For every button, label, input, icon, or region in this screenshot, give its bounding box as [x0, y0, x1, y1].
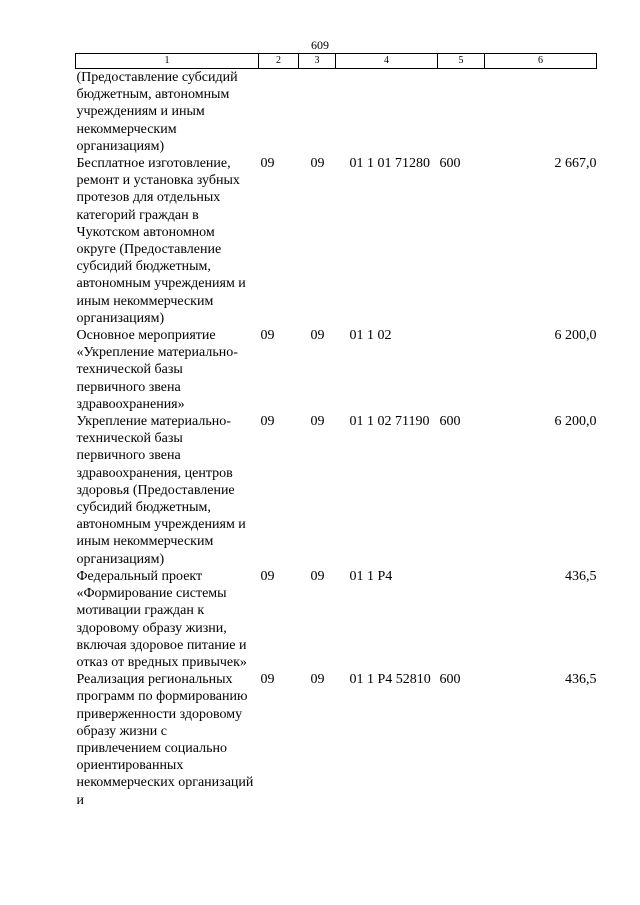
header-cell: 2	[259, 54, 299, 69]
row-amount: 436,5	[565, 568, 597, 584]
table-row	[76, 327, 597, 413]
row-name: Реализация региональных программ по формированию приверженности здоровому образу жизни с привлечением социально ориентированных некоммерческих организаций и	[76, 672, 254, 808]
header-cell: 3	[299, 54, 336, 69]
row-expense-type	[438, 568, 485, 671]
row-subsection: 09	[310, 672, 325, 688]
row-amount: 2 667,0	[554, 156, 597, 172]
row-subsection: 09	[310, 156, 325, 172]
row-subsection: 09	[310, 568, 325, 584]
row-target-article: 01 1 02 71190	[349, 414, 430, 430]
table-row	[76, 568, 597, 671]
row-amount: 6 200,0	[554, 328, 597, 344]
table-row	[76, 671, 597, 809]
table-row	[76, 413, 597, 568]
row-subsection	[299, 69, 336, 156]
header-cell: 5	[438, 54, 485, 69]
row-target-article: 01 1 P4	[349, 568, 393, 584]
row-amount: 436,5	[565, 672, 597, 688]
row-name: Укрепление материально-технической базы первичного звена здравоохранения, центров здоровья (Предоставление субсидий бюджетным, автономным учреждениям и иным некоммерческим организациям)	[76, 414, 246, 567]
table-body	[76, 69, 597, 809]
row-expense-type: 600	[439, 414, 461, 430]
row-subsection: 09	[310, 328, 325, 344]
row-name: Федеральный проект «Формирование системы мотивации граждан к здоровому образу жизни, включая здоровое питание и отказ от вредных привычек»	[76, 568, 247, 670]
row-amount: 6 200,0	[554, 414, 597, 430]
row-section: 09	[260, 328, 275, 344]
header-cell: 4	[336, 54, 438, 69]
row-name: (Предоставление субсидий бюджетным, автономным учреждениям и иным некоммерческим организациям)	[76, 70, 238, 154]
table-row	[76, 155, 597, 327]
row-name: Основное мероприятие «Укрепление материально-технической базы первичного звена здравоохранения»	[76, 328, 238, 412]
row-target-article: 01 1 P4 52810	[349, 672, 431, 688]
header-row	[76, 54, 597, 69]
row-section	[259, 69, 299, 156]
row-subsection: 09	[310, 414, 325, 430]
row-expense-type	[438, 69, 485, 156]
row-section: 09	[260, 568, 275, 584]
header-cell: 1	[76, 54, 259, 69]
row-expense-type: 600	[439, 156, 461, 172]
row-section: 09	[260, 414, 275, 430]
row-target-article: 01 1 01 71280	[349, 156, 430, 172]
table-row	[76, 69, 597, 156]
row-expense-type: 600	[439, 672, 461, 688]
row-target-article	[336, 69, 438, 156]
row-section: 09	[260, 156, 275, 172]
page-number: 609	[311, 38, 329, 52]
budget-table	[75, 53, 597, 809]
row-expense-type	[438, 327, 485, 413]
row-target-article: 01 1 02	[349, 328, 392, 344]
row-amount	[485, 69, 597, 156]
row-section: 09	[260, 672, 275, 688]
row-name: Бесплатное изготовление, ремонт и установка зубных протезов для отдельных категорий граждан в Чукотском автономном округе (Предоставление субсидий бюджетным, автономным учреждениям и иным некоммерческим организациям)	[76, 156, 246, 326]
header-cell: 6	[485, 54, 597, 69]
table-header	[76, 54, 597, 69]
